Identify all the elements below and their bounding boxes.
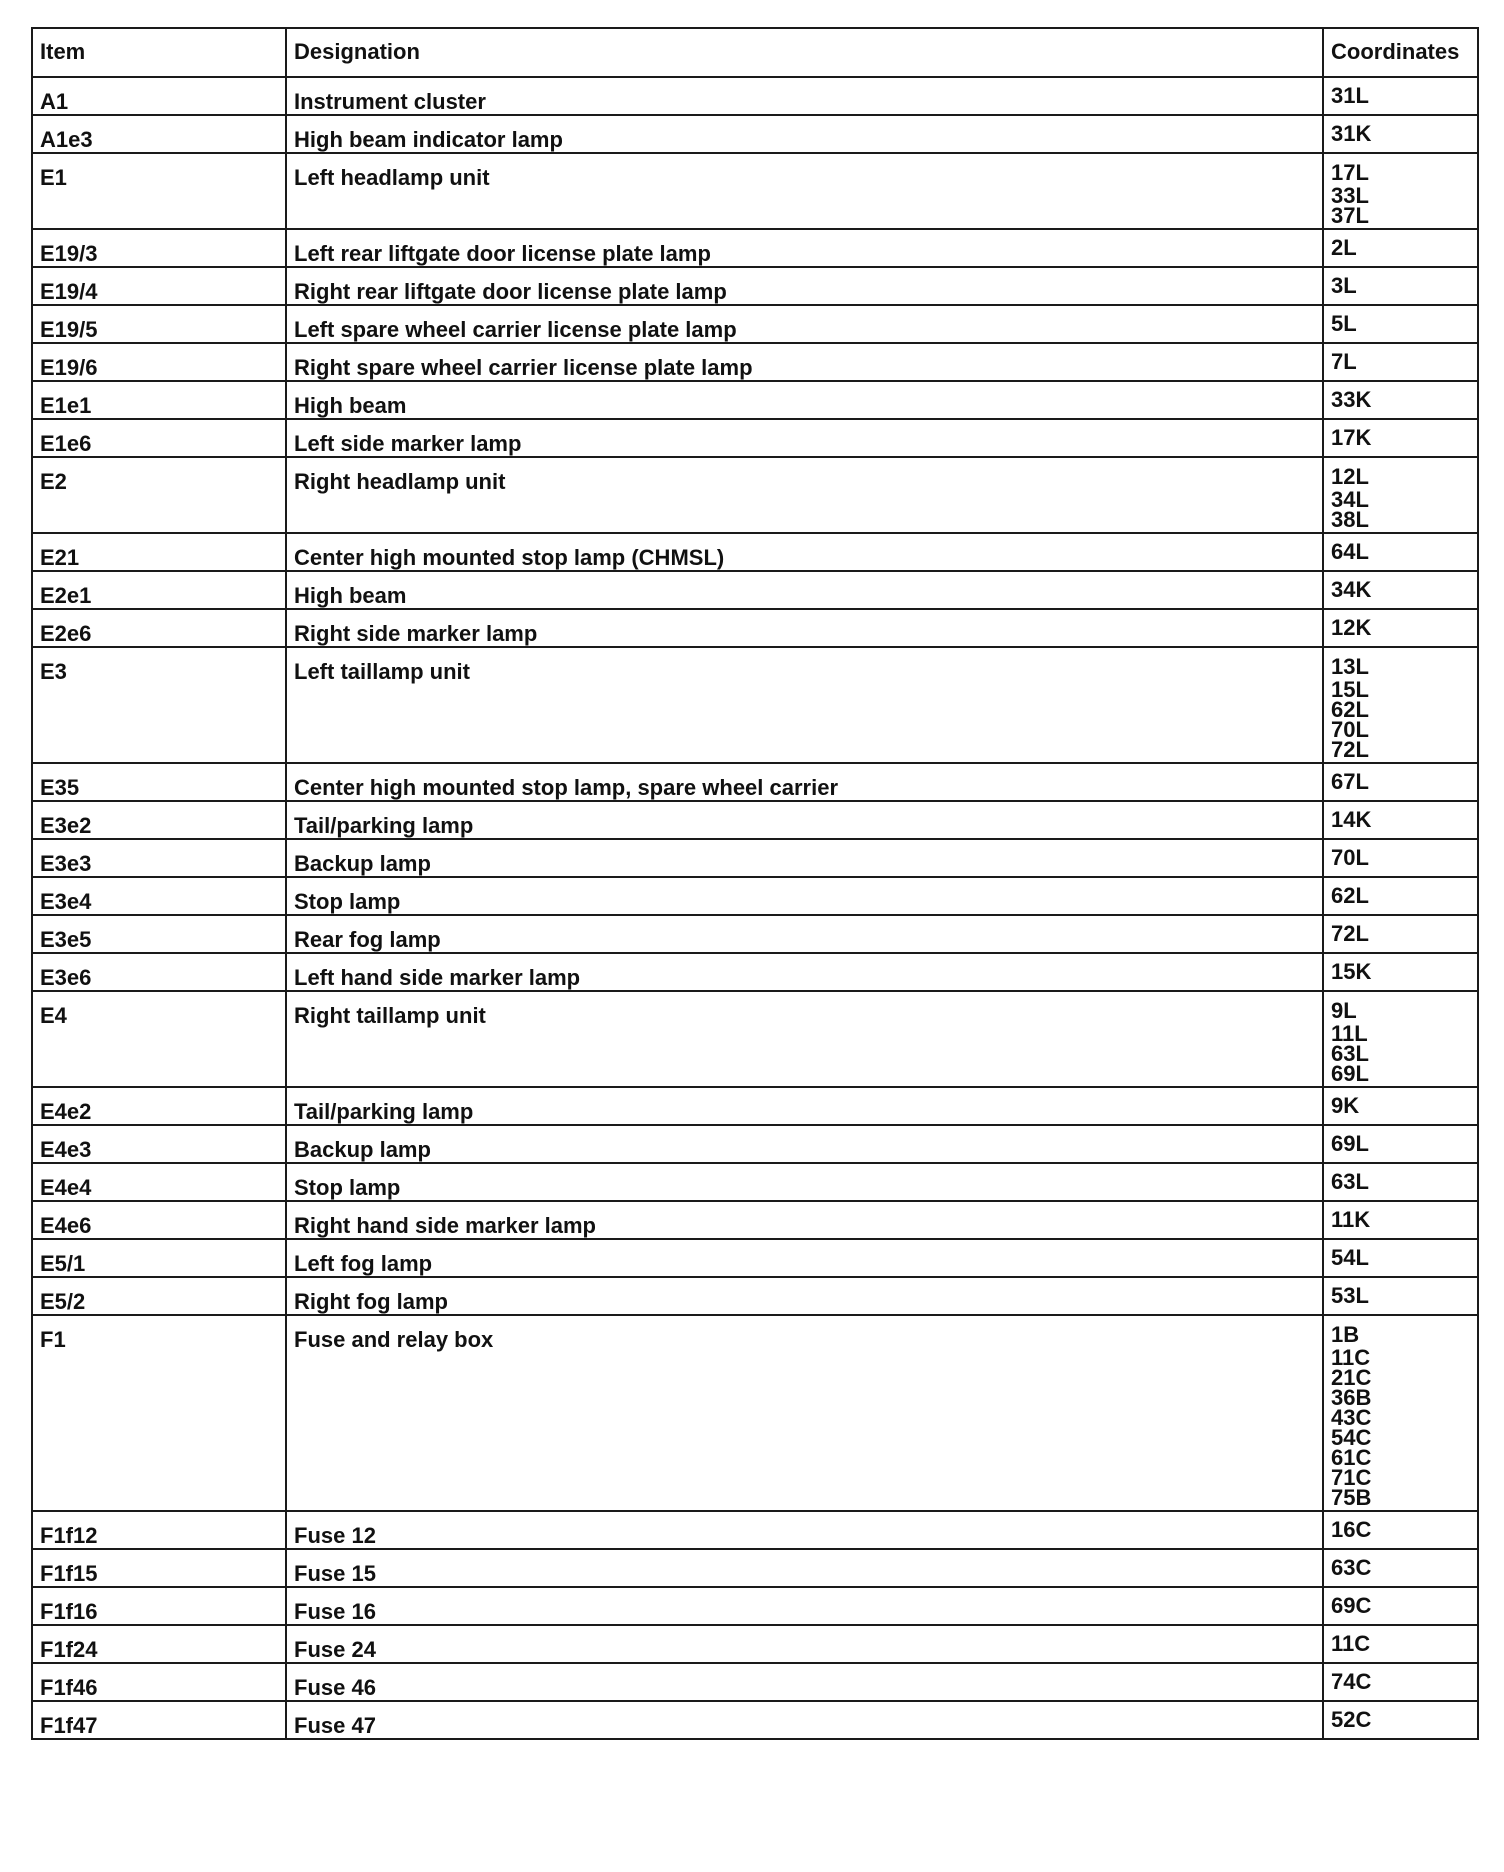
coordinates-cell bbox=[1323, 801, 1478, 839]
coordinates-cell bbox=[1323, 153, 1478, 229]
designation-cell: Fuse 12 bbox=[286, 1511, 1323, 1549]
table-row bbox=[32, 1701, 1478, 1739]
table-row bbox=[32, 1163, 1478, 1201]
coordinate-value: 63L bbox=[1331, 1169, 1369, 1194]
coordinate-value: 15K bbox=[1331, 959, 1372, 984]
item-cell: F1f15 bbox=[32, 1549, 286, 1587]
item-cell: E1e1 bbox=[32, 381, 286, 419]
table-row bbox=[32, 801, 1478, 839]
table-row bbox=[32, 343, 1478, 381]
item-cell: E5/2 bbox=[32, 1277, 286, 1315]
item-cell: E19/6 bbox=[32, 343, 286, 381]
item-cell: F1f16 bbox=[32, 1587, 286, 1625]
coordinate-value: 72L bbox=[1331, 921, 1369, 946]
coordinate-value: 11K bbox=[1331, 1207, 1371, 1232]
coordinate-value: 70L bbox=[1331, 845, 1369, 870]
coordinates-cell bbox=[1323, 1511, 1478, 1549]
coordinates-cell bbox=[1323, 953, 1478, 991]
designation-cell: Center high mounted stop lamp, spare wheel carrier bbox=[286, 763, 1323, 801]
table-row bbox=[32, 1511, 1478, 1549]
designation-cell: Left headlamp unit bbox=[286, 153, 1323, 229]
table-header-row bbox=[32, 28, 1478, 77]
table-row bbox=[32, 153, 1478, 229]
designation-cell: Right hand side marker lamp bbox=[286, 1201, 1323, 1239]
item-cell: E2e1 bbox=[32, 571, 286, 609]
coordinate-value: 7L bbox=[1331, 349, 1357, 374]
item-cell: F1f46 bbox=[32, 1663, 286, 1701]
item-cell: E3e3 bbox=[32, 839, 286, 877]
designation-cell: Right taillamp unit bbox=[286, 991, 1323, 1087]
designation-cell: Left rear liftgate door license plate lamp bbox=[286, 229, 1323, 267]
coordinates-cell bbox=[1323, 1125, 1478, 1163]
coordinate-value: 43C bbox=[1331, 1405, 1372, 1430]
item-cell: F1 bbox=[32, 1315, 286, 1511]
item-cell: E3e2 bbox=[32, 801, 286, 839]
coordinate-value: 54C bbox=[1331, 1425, 1372, 1450]
designation-cell: Left side marker lamp bbox=[286, 419, 1323, 457]
designation-cell: Fuse and relay box bbox=[286, 1315, 1323, 1511]
designation-cell: Fuse 16 bbox=[286, 1587, 1323, 1625]
designation-cell: Fuse 15 bbox=[286, 1549, 1323, 1587]
table-row bbox=[32, 1625, 1478, 1663]
coordinates-cell bbox=[1323, 1163, 1478, 1201]
coordinate-value: 62L bbox=[1331, 883, 1369, 908]
coordinates-cell bbox=[1323, 1239, 1478, 1277]
coordinate-value: 70L bbox=[1331, 717, 1369, 742]
coordinates-cell bbox=[1323, 267, 1478, 305]
table-row bbox=[32, 1239, 1478, 1277]
table-row bbox=[32, 381, 1478, 419]
item-cell: E1 bbox=[32, 153, 286, 229]
coordinate-value: 62L bbox=[1331, 697, 1369, 722]
coordinate-value: 33K bbox=[1331, 387, 1372, 412]
coordinate-value: 72L bbox=[1331, 737, 1369, 762]
item-cell: F1f47 bbox=[32, 1701, 286, 1739]
coordinate-value: 13L bbox=[1331, 654, 1369, 679]
table-row bbox=[32, 763, 1478, 801]
item-cell: F1f24 bbox=[32, 1625, 286, 1663]
coordinate-value: 11C bbox=[1331, 1345, 1371, 1370]
coordinates-cell bbox=[1323, 571, 1478, 609]
designation-cell: Tail/parking lamp bbox=[286, 1087, 1323, 1125]
column-header-coordinates: Coordinates bbox=[1323, 28, 1478, 77]
coordinate-value: 36B bbox=[1331, 1385, 1372, 1410]
table-row bbox=[32, 571, 1478, 609]
coordinates-cell bbox=[1323, 457, 1478, 533]
table-row bbox=[32, 1587, 1478, 1625]
table-row bbox=[32, 1087, 1478, 1125]
coordinates-cell bbox=[1323, 419, 1478, 457]
designation-cell: Fuse 24 bbox=[286, 1625, 1323, 1663]
item-cell: E4e4 bbox=[32, 1163, 286, 1201]
table-row bbox=[32, 1277, 1478, 1315]
item-cell: E5/1 bbox=[32, 1239, 286, 1277]
column-header-item: Item bbox=[32, 28, 286, 77]
coordinates-cell bbox=[1323, 1663, 1478, 1701]
table-row bbox=[32, 457, 1478, 533]
coordinates-cell bbox=[1323, 877, 1478, 915]
coordinates-cell bbox=[1323, 381, 1478, 419]
coordinates-cell bbox=[1323, 763, 1478, 801]
coordinate-value: 9K bbox=[1331, 1093, 1360, 1118]
coordinate-value: 9L bbox=[1331, 998, 1357, 1023]
coordinate-value: 5L bbox=[1331, 311, 1357, 336]
coordinate-value: 14K bbox=[1331, 807, 1372, 832]
item-cell: E2 bbox=[32, 457, 286, 533]
designation-cell: Center high mounted stop lamp (CHMSL) bbox=[286, 533, 1323, 571]
table-row bbox=[32, 1315, 1478, 1511]
table-row bbox=[32, 419, 1478, 457]
item-cell: A1e3 bbox=[32, 115, 286, 153]
coordinates-cell bbox=[1323, 915, 1478, 953]
item-cell: A1 bbox=[32, 77, 286, 115]
coordinate-value: 52C bbox=[1331, 1707, 1372, 1732]
table-row bbox=[32, 1201, 1478, 1239]
item-cell: E4e6 bbox=[32, 1201, 286, 1239]
coordinate-value: 11L bbox=[1331, 1021, 1368, 1046]
designation-cell: Left taillamp unit bbox=[286, 647, 1323, 763]
item-cell: E19/3 bbox=[32, 229, 286, 267]
designation-cell: Right headlamp unit bbox=[286, 457, 1323, 533]
coordinate-value: 34L bbox=[1331, 487, 1369, 512]
item-cell: E21 bbox=[32, 533, 286, 571]
coordinates-cell bbox=[1323, 533, 1478, 571]
coordinate-value: 12K bbox=[1331, 615, 1372, 640]
designation-cell: Rear fog lamp bbox=[286, 915, 1323, 953]
coordinate-value: 15L bbox=[1331, 677, 1369, 702]
table-row bbox=[32, 1549, 1478, 1587]
designation-cell: Right spare wheel carrier license plate lamp bbox=[286, 343, 1323, 381]
coordinate-value: 71C bbox=[1331, 1465, 1372, 1490]
coordinate-value: 34K bbox=[1331, 577, 1372, 602]
coordinate-value: 31K bbox=[1331, 121, 1372, 146]
coordinate-value: 16C bbox=[1331, 1517, 1372, 1542]
coordinate-value: 75B bbox=[1331, 1485, 1372, 1510]
item-cell: E4e2 bbox=[32, 1087, 286, 1125]
coordinate-value: 33L bbox=[1331, 183, 1369, 208]
item-cell: E4 bbox=[32, 991, 286, 1087]
designation-cell: Instrument cluster bbox=[286, 77, 1323, 115]
table-row bbox=[32, 877, 1478, 915]
coordinates-cell bbox=[1323, 305, 1478, 343]
coordinate-value: 31L bbox=[1331, 83, 1369, 108]
designation-cell: High beam bbox=[286, 381, 1323, 419]
coordinate-value: 53L bbox=[1331, 1283, 1369, 1308]
coordinate-value: 61C bbox=[1331, 1445, 1372, 1470]
designation-cell: Fuse 46 bbox=[286, 1663, 1323, 1701]
table-row bbox=[32, 991, 1478, 1087]
coordinates-cell bbox=[1323, 229, 1478, 267]
designation-cell: Left fog lamp bbox=[286, 1239, 1323, 1277]
coordinate-value: 54L bbox=[1331, 1245, 1369, 1270]
item-cell: E3 bbox=[32, 647, 286, 763]
coordinate-value: 2L bbox=[1331, 235, 1357, 260]
designation-cell: Backup lamp bbox=[286, 839, 1323, 877]
table-row bbox=[32, 609, 1478, 647]
coordinates-cell bbox=[1323, 1315, 1478, 1511]
coordinates-cell bbox=[1323, 343, 1478, 381]
column-header-designation: Designation bbox=[286, 28, 1323, 77]
table-row bbox=[32, 1125, 1478, 1163]
table-row bbox=[32, 115, 1478, 153]
item-cell: E4e3 bbox=[32, 1125, 286, 1163]
coordinates-cell bbox=[1323, 1701, 1478, 1739]
coordinates-cell bbox=[1323, 1625, 1478, 1663]
table-body bbox=[32, 77, 1478, 1739]
table-row bbox=[32, 229, 1478, 267]
designation-cell: Fuse 47 bbox=[286, 1701, 1323, 1739]
designation-cell: Right rear liftgate door license plate lamp bbox=[286, 267, 1323, 305]
table-row bbox=[32, 915, 1478, 953]
coordinates-cell bbox=[1323, 1087, 1478, 1125]
coordinate-value: 12L bbox=[1331, 464, 1369, 489]
designation-cell: Tail/parking lamp bbox=[286, 801, 1323, 839]
designation-cell: Stop lamp bbox=[286, 877, 1323, 915]
coordinate-value: 63L bbox=[1331, 1041, 1369, 1066]
coordinates-cell bbox=[1323, 647, 1478, 763]
item-cell: E19/4 bbox=[32, 267, 286, 305]
item-cell: E3e4 bbox=[32, 877, 286, 915]
coordinate-value: 67L bbox=[1331, 769, 1369, 794]
coordinates-cell bbox=[1323, 1587, 1478, 1625]
coordinates-cell bbox=[1323, 1277, 1478, 1315]
designation-cell: Stop lamp bbox=[286, 1163, 1323, 1201]
designation-cell: Left spare wheel carrier license plate lamp bbox=[286, 305, 1323, 343]
designation-cell: Left hand side marker lamp bbox=[286, 953, 1323, 991]
item-cell: E1e6 bbox=[32, 419, 286, 457]
coordinate-value: 11C bbox=[1331, 1631, 1371, 1656]
coordinate-value: 37L bbox=[1331, 203, 1369, 228]
item-cell: E35 bbox=[32, 763, 286, 801]
item-cell: E2e6 bbox=[32, 609, 286, 647]
table-row bbox=[32, 77, 1478, 115]
coordinate-value: 69L bbox=[1331, 1061, 1369, 1086]
item-cell: E3e6 bbox=[32, 953, 286, 991]
coordinates-cell bbox=[1323, 839, 1478, 877]
table-row bbox=[32, 953, 1478, 991]
designation-cell: High beam bbox=[286, 571, 1323, 609]
coordinates-cell bbox=[1323, 77, 1478, 115]
table-row bbox=[32, 647, 1478, 763]
designation-cell: Right side marker lamp bbox=[286, 609, 1323, 647]
item-cell: F1f12 bbox=[32, 1511, 286, 1549]
coordinate-value: 69L bbox=[1331, 1131, 1369, 1156]
coordinate-value: 74C bbox=[1331, 1669, 1372, 1694]
coordinate-value: 1B bbox=[1331, 1322, 1360, 1347]
coordinate-value: 63C bbox=[1331, 1555, 1372, 1580]
item-cell: E3e5 bbox=[32, 915, 286, 953]
coordinate-value: 64L bbox=[1331, 539, 1369, 564]
coordinates-cell bbox=[1323, 991, 1478, 1087]
component-index-table-container bbox=[31, 27, 1477, 1740]
coordinate-value: 38L bbox=[1331, 507, 1369, 532]
coordinate-value: 69C bbox=[1331, 1593, 1372, 1618]
designation-cell: High beam indicator lamp bbox=[286, 115, 1323, 153]
coordinates-cell bbox=[1323, 1549, 1478, 1587]
table-row bbox=[32, 1663, 1478, 1701]
coordinates-cell bbox=[1323, 609, 1478, 647]
table-row bbox=[32, 533, 1478, 571]
item-cell: E19/5 bbox=[32, 305, 286, 343]
coordinate-value: 17K bbox=[1331, 425, 1372, 450]
designation-cell: Backup lamp bbox=[286, 1125, 1323, 1163]
coordinate-value: 21C bbox=[1331, 1365, 1372, 1390]
component-index-table bbox=[31, 27, 1479, 1740]
coordinate-value: 17L bbox=[1331, 160, 1369, 185]
coordinate-value: 3L bbox=[1331, 273, 1357, 298]
coordinates-cell bbox=[1323, 115, 1478, 153]
designation-cell: Right fog lamp bbox=[286, 1277, 1323, 1315]
table-row bbox=[32, 839, 1478, 877]
coordinates-cell bbox=[1323, 1201, 1478, 1239]
table-row bbox=[32, 267, 1478, 305]
table-row bbox=[32, 305, 1478, 343]
